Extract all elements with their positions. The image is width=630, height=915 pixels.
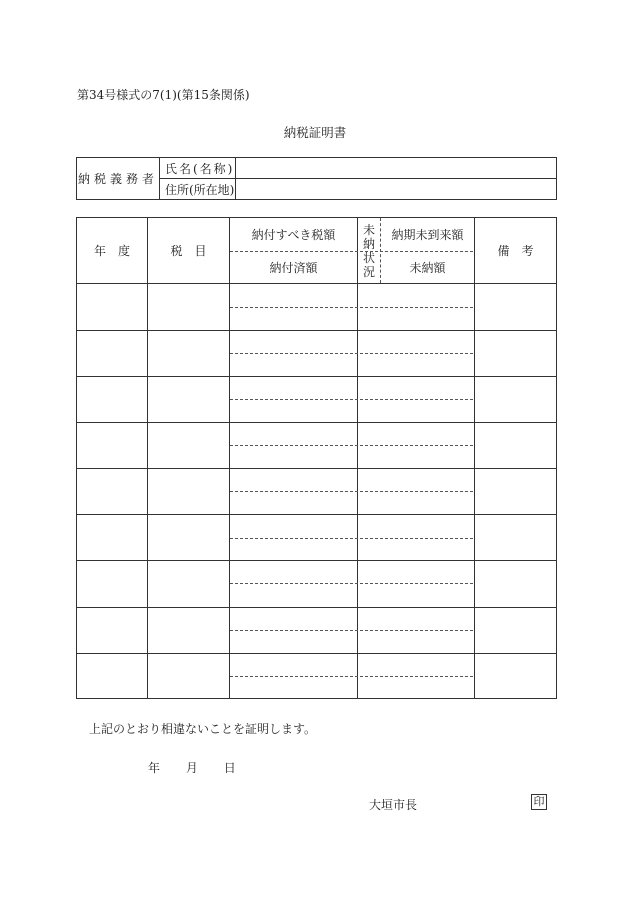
table-row [77,608,556,654]
table-row [77,469,556,515]
table-row [77,561,556,607]
header-unpaid: 未納額 [409,261,446,275]
table-row [77,423,556,469]
row-dashed-divider [230,538,473,539]
issuer-title: 大垣市長 [369,798,418,812]
table-row [77,284,556,330]
header-not-due: 納期未到来額 [391,228,464,242]
row-dashed-divider [230,399,473,400]
header-dashed-divider [230,251,473,252]
row-dashed-divider [230,353,473,354]
form-number: 第34号様式の7(1)(第15条関係) [77,88,250,102]
issue-date [148,759,258,776]
table-row [77,515,556,561]
header-unpaid-status-char: 納 [362,236,375,251]
header-remarks: 備 考 [497,244,534,258]
row-dashed-divider [230,583,473,584]
row-dashed-divider [230,491,473,492]
table-row [77,654,556,698]
date-day-label: 日 [223,761,236,775]
taxpayer-label: 納税義務者 [77,158,160,199]
address-field[interactable] [241,179,556,199]
taxpayer-name-row [159,158,556,179]
row-dashed-divider [230,676,473,677]
header-tax-due: 納付すべき税額 [251,228,336,242]
taxpayer-address-row [159,179,556,199]
name-field[interactable] [241,158,556,178]
row-dashed-divider [230,445,473,446]
header-tax-paid: 納付済額 [269,261,318,275]
header-unpaid-status-char: 状 [362,250,375,265]
header-unpaid-status-char: 未 [362,222,375,237]
table-row [77,331,556,377]
date-month-label: 月 [185,761,198,775]
row-dashed-divider [230,630,473,631]
table-row [77,377,556,423]
address-label: 住所(所在地) [159,179,236,199]
tax-certificate-table [76,217,557,699]
taxpayer-box [76,157,557,200]
seal-mark: 印 [531,794,547,810]
header-year: 年 度 [93,244,130,258]
name-label: 氏名(名称) [159,158,236,178]
row-dashed-divider [230,307,473,308]
header-unpaid-status-char: 況 [362,264,375,279]
date-year-label: 年 [148,761,161,775]
certification-statement: 上記のとおり相違ないことを証明します。 [89,722,317,736]
document-title: 納税証明書 [283,125,347,140]
header-tax-item: 税 目 [170,244,207,258]
